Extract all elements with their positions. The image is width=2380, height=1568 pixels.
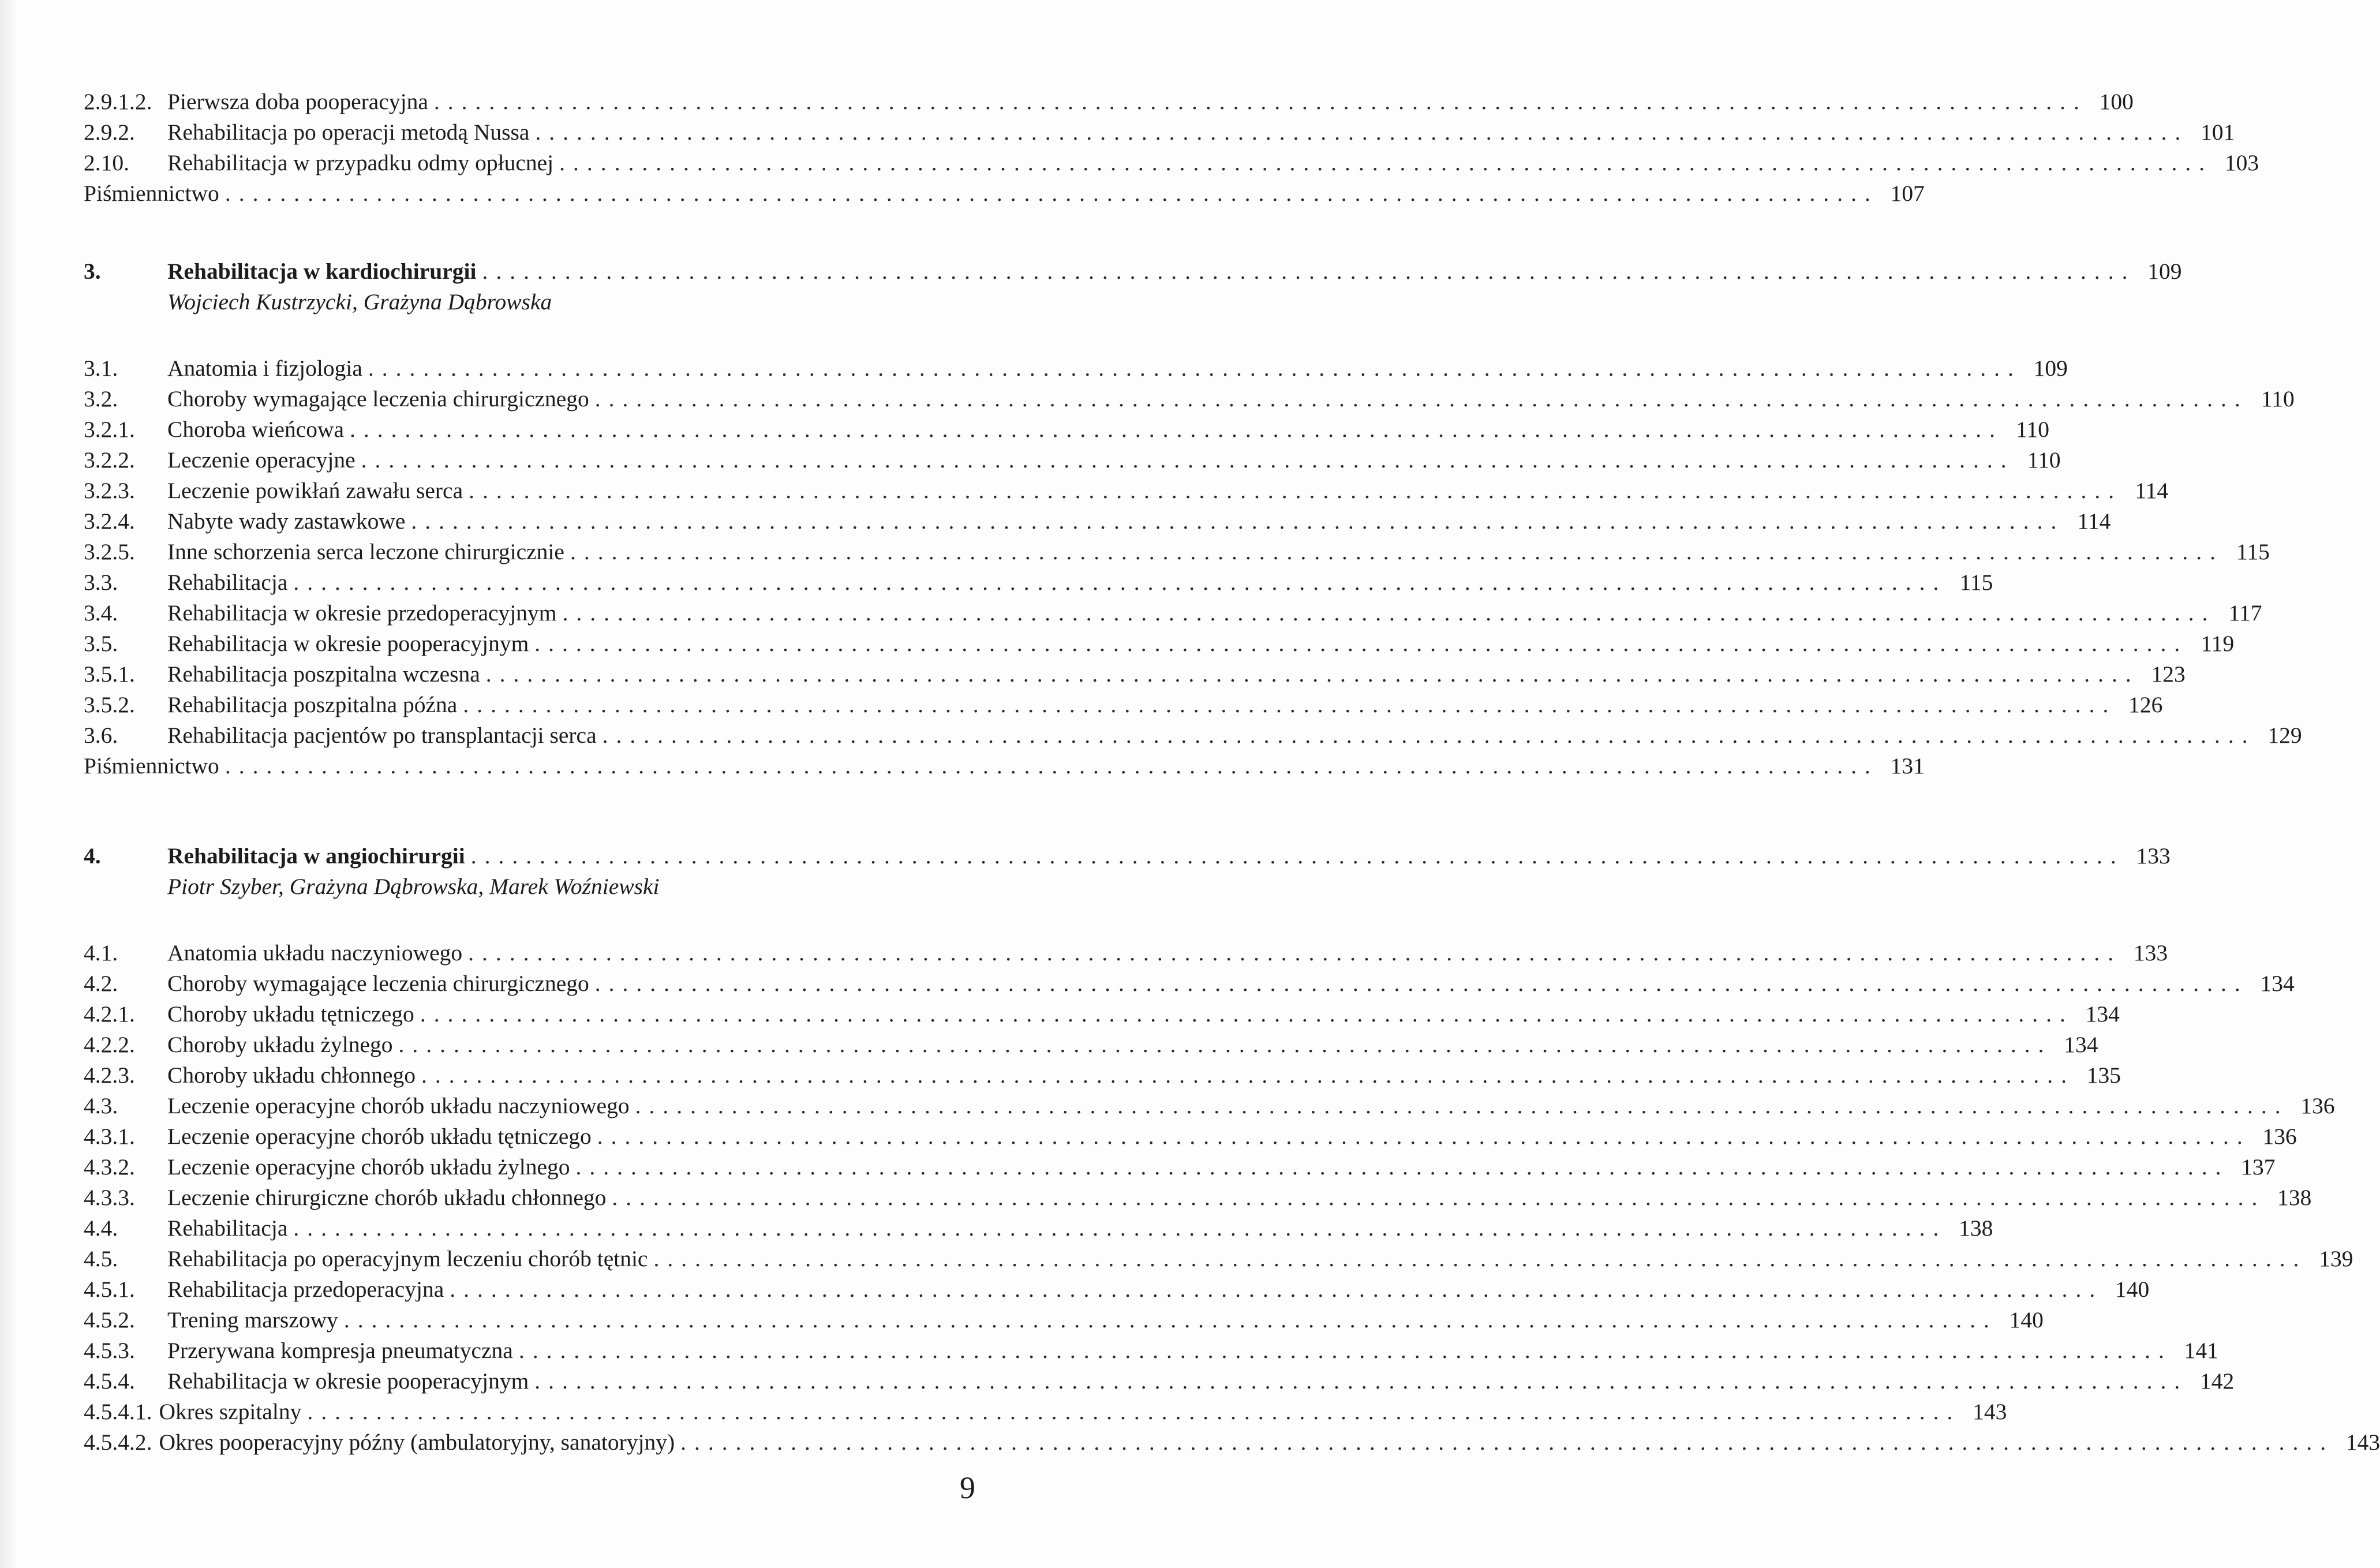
entry-number: 4.5.4.2. xyxy=(84,1429,152,1455)
dot-leader: ........................................................................................................................ xyxy=(224,181,1878,206)
entry-title: Inne schorzenia serca leczone chirurgicznie xyxy=(167,539,564,564)
entry-number: 3.2.1. xyxy=(84,417,135,442)
entry-title: Choroby układu chłonnego xyxy=(167,1062,416,1088)
entry-number: 4.3.3. xyxy=(84,1185,135,1210)
entry-page: 135 xyxy=(2086,1062,2121,1088)
entry-title: Leczenie operacyjne chorób układu tętniczego xyxy=(167,1124,592,1149)
entry-title: Rehabilitacja po operacji metodą Nussa xyxy=(167,119,530,145)
entry-title: Piśmiennictwo xyxy=(84,753,219,779)
dot-leader: ........................................................................................................................ xyxy=(468,940,2122,966)
entry-page: 123 xyxy=(2151,661,2186,687)
dot-leader: ........................................................................................................................ xyxy=(602,723,2256,748)
toc-entry[interactable] xyxy=(84,1335,2218,1366)
toc-entry[interactable] xyxy=(84,506,2111,537)
entry-page: 139 xyxy=(2319,1246,2353,1271)
entry-title: Nabyte wady zastawkowe xyxy=(167,508,406,534)
entry-page: 129 xyxy=(2267,723,2302,748)
toc-entry[interactable] xyxy=(84,938,2168,968)
entry-number: 4.5.4. xyxy=(84,1368,135,1394)
entry-title: Leczenie powikłań zawału serca xyxy=(167,478,463,503)
toc-entry[interactable] xyxy=(84,659,2186,690)
chapter-authors: Wojciech Kustrzycki, Grażyna Dąbrowska xyxy=(167,289,552,315)
dot-leader: ........................................................................................................................ xyxy=(653,1246,2307,1271)
entry-number: 4.5.3. xyxy=(84,1338,135,1363)
entry-page: 140 xyxy=(2115,1277,2150,1302)
toc-entry[interactable] xyxy=(84,567,1993,598)
entry-number: 3.2. xyxy=(84,386,118,411)
toc-entry[interactable] xyxy=(84,720,2302,751)
chapter-heading[interactable] xyxy=(84,841,2171,871)
table-of-contents xyxy=(84,87,2380,1458)
dot-leader: ........................................................................................................................ xyxy=(368,355,2022,381)
toc-entry[interactable] xyxy=(84,1121,2297,1152)
entry-title: Rehabilitacja poszpitalna późna xyxy=(167,692,458,717)
dot-leader: ........................................................................................................................ xyxy=(680,1429,2334,1455)
toc-entry[interactable] xyxy=(84,1060,2121,1091)
dot-leader: ........................................................................................................................ xyxy=(594,386,2248,411)
entry-title: Rehabilitacja po operacyjnym leczeniu chorób tętnic xyxy=(167,1246,648,1271)
entry-title: Okres szpitalny xyxy=(159,1399,302,1424)
entry-number: 3.5. xyxy=(84,631,118,656)
entry-number: 4.5.2. xyxy=(84,1307,135,1333)
entry-title: Choroby wymagające leczenia chirurgicznego xyxy=(167,971,589,996)
toc-entry[interactable] xyxy=(84,1182,2312,1213)
dot-leader: ........................................................................................................................ xyxy=(597,1124,2251,1149)
entry-page: 140 xyxy=(2009,1307,2044,1333)
toc-entry[interactable] xyxy=(84,1397,2007,1427)
entry-title: Rehabilitacja przedoperacyjna xyxy=(167,1277,444,1302)
entry-page: 143 xyxy=(2345,1429,2380,1455)
entry-number: 4.2.3. xyxy=(84,1062,135,1088)
toc-entry[interactable] xyxy=(84,148,2259,178)
dot-leader: ........................................................................................................................ xyxy=(224,753,1878,779)
entry-title: Pierwsza doba pooperacyjna xyxy=(167,89,428,114)
toc-entry[interactable] xyxy=(84,414,2050,445)
dot-leader: ........................................................................................................................ xyxy=(518,1338,2172,1363)
toc-entry[interactable] xyxy=(84,1244,2353,1274)
entry-title: Rehabilitacja poszpitalna wczesna xyxy=(167,661,480,687)
dot-leader: ........................................................................................................................ xyxy=(350,417,2004,442)
page-number: 9 xyxy=(960,1470,975,1505)
dot-leader: ........................................................................................................................ xyxy=(559,150,2213,175)
toc-entry[interactable] xyxy=(84,968,2295,999)
chapter-number: 3. xyxy=(84,259,101,284)
dot-leader: ........................................................................................................................ xyxy=(594,971,2248,996)
dot-leader: ........................................................................................................................ xyxy=(612,1185,2266,1210)
toc-entry[interactable] xyxy=(84,353,2068,384)
entry-page: 115 xyxy=(2236,539,2270,564)
entry-number: 4.4. xyxy=(84,1215,118,1241)
toc-entry[interactable] xyxy=(84,476,2169,506)
dot-leader: ........................................................................................................................ xyxy=(535,119,2189,145)
entry-title: Piśmiennictwo xyxy=(84,181,219,206)
entry-title: Okres pooperacyjny późny (ambulatoryjny, sanatoryjny) xyxy=(159,1429,675,1455)
entry-number: 3.5.2. xyxy=(84,692,135,717)
entry-number: 3.2.2. xyxy=(84,447,135,473)
dot-leader: ........................................................................................................................ xyxy=(463,692,2117,717)
dot-leader: ........................................................................................................................ xyxy=(570,539,2224,564)
entry-number: 4.1. xyxy=(84,940,118,966)
entry-title: Leczenie chirurgiczne chorób układu chłonnego xyxy=(167,1185,607,1210)
entry-title: Choroby układu tętniczego xyxy=(167,1001,414,1027)
dot-leader: ........................................................................................................................ xyxy=(635,1093,2289,1118)
entry-page: 101 xyxy=(2201,119,2235,145)
entry-title: Rehabilitacja pacjentów po transplantacji serca xyxy=(167,723,597,748)
dot-leader: ........................................................................................................................ xyxy=(534,1368,2188,1394)
entry-title: Anatomia układu naczyniowego xyxy=(167,940,463,966)
entry-title: Choroby układu żylnego xyxy=(167,1032,393,1057)
toc-entry[interactable] xyxy=(84,1274,2150,1305)
entry-title: Anatomia i fizjologia xyxy=(167,355,362,381)
entry-number: 3.4. xyxy=(84,600,118,626)
entry-title: Rehabilitacja w okresie pooperacyjnym xyxy=(167,631,529,656)
dot-leader: ........................................................................................................................ xyxy=(450,1277,2104,1302)
toc-entry[interactable] xyxy=(84,1152,2276,1182)
dot-leader: ........................................................................................................................ xyxy=(420,1001,2074,1027)
entry-number: 3.6. xyxy=(84,723,118,748)
entry-title: Trening marszowy xyxy=(167,1307,338,1333)
dot-leader: ........................................................................................................................ xyxy=(398,1032,2052,1057)
entry-page: 137 xyxy=(2241,1154,2276,1180)
chapter-title: Rehabilitacja w angiochirurgii xyxy=(167,843,465,869)
entry-page: 134 xyxy=(2085,1001,2120,1027)
dot-leader: ........................................................................................................................ xyxy=(534,631,2188,656)
entry-page: 115 xyxy=(1959,570,1993,595)
toc-entry[interactable] xyxy=(84,1305,2044,1335)
toc-entry[interactable] xyxy=(84,598,2262,628)
entry-title: Choroba wieńcowa xyxy=(167,417,345,442)
chapter-title: Rehabilitacja w kardiochirurgii xyxy=(167,259,477,284)
entry-page: 143 xyxy=(1973,1399,2007,1424)
toc-entry[interactable] xyxy=(84,117,2235,148)
toc-entry[interactable] xyxy=(84,690,2163,720)
dot-leader: ........................................................................................................................ xyxy=(421,1062,2075,1088)
entry-number: 2.10. xyxy=(84,150,129,175)
chapter-heading[interactable] xyxy=(84,256,2182,287)
dot-leader: ........................................................................................................................ xyxy=(562,600,2216,626)
entry-title: Leczenie operacyjne chorób układu naczyniowego xyxy=(167,1093,630,1118)
toc-entry[interactable] xyxy=(84,1366,2235,1397)
dot-leader: ........................................................................................................................ xyxy=(343,1307,1997,1333)
entry-page: 100 xyxy=(2099,89,2134,114)
entry-page: 110 xyxy=(2261,386,2295,411)
dot-leader: ........................................................................................................................ xyxy=(469,478,2123,503)
entry-page: 138 xyxy=(1959,1215,1993,1241)
dot-leader: ........................................................................................................................ xyxy=(411,508,2065,534)
entry-number: 2.9.1.2. xyxy=(84,89,152,114)
entry-number: 3.2.3. xyxy=(84,478,135,503)
chapter-number: 4. xyxy=(84,843,101,869)
chapter-page: 133 xyxy=(2136,843,2171,869)
page-edge-shadow xyxy=(0,0,17,1568)
entry-title: Leczenie operacyjne chorób układu żylnego xyxy=(167,1154,570,1180)
entry-page: 134 xyxy=(2064,1032,2098,1057)
toc-entry[interactable] xyxy=(84,1030,2098,1060)
entry-title: Rehabilitacja xyxy=(167,570,288,595)
entry-page: 133 xyxy=(2133,940,2168,966)
entry-page: 103 xyxy=(2224,150,2259,175)
entry-page: 114 xyxy=(2077,508,2111,534)
entry-page: 134 xyxy=(2260,971,2295,996)
entry-page: 107 xyxy=(1890,181,1925,206)
entry-number: 4.3.2. xyxy=(84,1154,135,1180)
toc-entry-references[interactable] xyxy=(84,178,1925,209)
toc-entry[interactable] xyxy=(84,1427,2380,1458)
entry-number: 3.2.4. xyxy=(84,508,135,534)
entry-number: 4.5. xyxy=(84,1246,118,1271)
entry-page: 114 xyxy=(2135,478,2169,503)
entry-number: 2.9.2. xyxy=(84,119,135,145)
dot-leader: ........................................................................................................................ xyxy=(470,843,2124,869)
entry-page: 110 xyxy=(2016,417,2050,442)
entry-page: 126 xyxy=(2128,692,2163,717)
entry-page: 119 xyxy=(2201,631,2235,656)
dot-leader: ........................................................................................................................ xyxy=(575,1154,2229,1180)
dot-leader: ........................................................................................................................ xyxy=(482,259,2136,284)
entry-title: Przerywana kompresja pneumatyczna xyxy=(167,1338,513,1363)
dot-leader: ........................................................................................................................ xyxy=(307,1399,1961,1424)
entry-title: Rehabilitacja w okresie przedoperacyjnym xyxy=(167,600,557,626)
entry-title: Rehabilitacja xyxy=(167,1215,288,1241)
chapter-page: 109 xyxy=(2147,259,2182,284)
toc-entry[interactable] xyxy=(84,537,2270,567)
dot-leader: ........................................................................................................................ xyxy=(293,1215,1947,1241)
entry-page: 110 xyxy=(2027,447,2061,473)
entry-page: 142 xyxy=(2200,1368,2235,1394)
dot-leader: ........................................................................................................................ xyxy=(293,570,1947,595)
entry-number: 4.5.4.1. xyxy=(84,1399,152,1424)
entry-title: Leczenie operacyjne xyxy=(167,447,355,473)
entry-page: 109 xyxy=(2033,355,2068,381)
entry-page: 136 xyxy=(2262,1124,2297,1149)
entry-page: 131 xyxy=(1890,753,1925,779)
chapter-entries xyxy=(84,353,2302,781)
toc-entry[interactable] xyxy=(84,87,2134,117)
toc-entry[interactable] xyxy=(84,999,2120,1030)
entry-title: Rehabilitacja w okresie pooperacyjnym xyxy=(167,1368,529,1394)
toc-entry[interactable] xyxy=(84,384,2295,414)
entry-number: 3.2.5. xyxy=(84,539,135,564)
entry-number: 4.2.2. xyxy=(84,1032,135,1057)
toc-entry-references[interactable] xyxy=(84,751,1925,781)
toc-entry[interactable] xyxy=(84,628,2235,659)
entry-page: 138 xyxy=(2277,1185,2312,1210)
dot-leader: ........................................................................................................................ xyxy=(433,89,2087,114)
toc-entry[interactable] xyxy=(84,445,2061,476)
entry-number: 3.3. xyxy=(84,570,118,595)
entry-number: 3.5.1. xyxy=(84,661,135,687)
entry-number: 4.2.1. xyxy=(84,1001,135,1027)
entry-number: 3.1. xyxy=(84,355,118,381)
entry-number: 4.5.1. xyxy=(84,1277,135,1302)
entry-page: 141 xyxy=(2184,1338,2218,1363)
chapter-authors: Piotr Szyber, Grażyna Dąbrowska, Marek Woźniewski xyxy=(167,874,660,899)
entry-number: 4.3. xyxy=(84,1093,118,1118)
entry-title: Rehabilitacja w przypadku odmy opłucnej xyxy=(167,150,554,175)
entry-page: 117 xyxy=(2228,600,2262,626)
entry-title: Choroby wymagające leczenia chirurgicznego xyxy=(167,386,589,411)
dot-leader: ........................................................................................................................ xyxy=(485,661,2139,687)
toc-entry[interactable] xyxy=(84,1091,2335,1121)
entry-number: 4.2. xyxy=(84,971,118,996)
chapter-entries xyxy=(84,938,2380,1458)
entry-number: 4.3.1. xyxy=(84,1124,135,1149)
dot-leader: ........................................................................................................................ xyxy=(361,447,2015,473)
toc-entry[interactable] xyxy=(84,1213,1993,1244)
entry-page: 136 xyxy=(2300,1093,2335,1118)
